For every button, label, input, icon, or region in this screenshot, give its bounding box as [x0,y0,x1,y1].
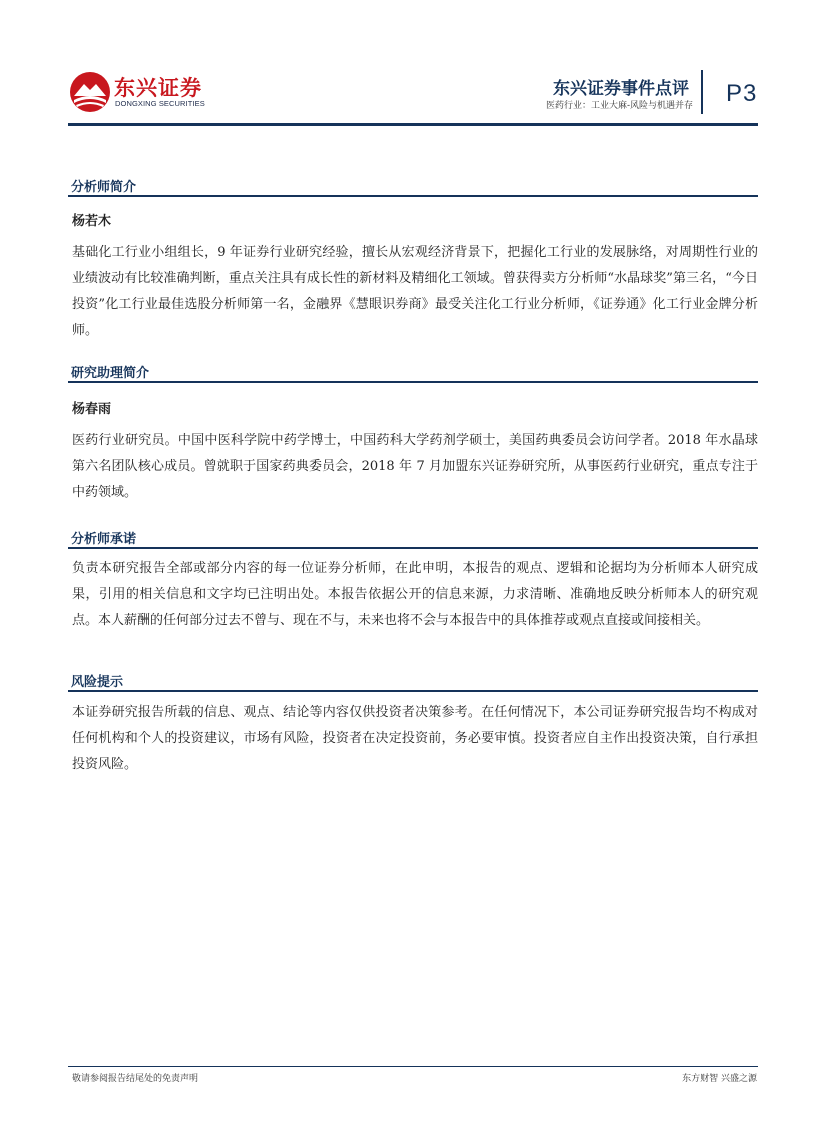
assistant-bio: 医药行业研究员。中国中医科学院中药学博士，中国药科大学药剂学硕士，美国药典委员会访问学者。2018 年水晶球第六名团队核心成员。曾就职于国家药典委员会，2018 年 7 月加盟东兴证券研究所，从事医药行业研究，重点专注于中药领域。 [72,433,758,500]
report-subtitle: 医药行业：工业大麻-风险与机遇并存 [545,101,693,111]
header-rule [68,123,758,126]
section-analyst-profile [68,176,758,198]
section-rule [68,195,758,197]
section-title: 研究助理简介 [71,366,150,381]
section-header [68,362,758,384]
section-title: 风险提示 [71,675,124,690]
dongxing-logo-icon [68,70,112,114]
page-header [0,0,827,130]
footer-disclaimer-note: 敬请参阅报告结尾处的免责声明 [72,1074,199,1084]
analyst-name: 杨若木 [72,214,112,229]
company-logo [68,70,208,118]
logo-english-name: DONGXING SECURITIES [115,99,205,108]
section-header [68,671,758,693]
assistant-name: 杨春雨 [72,402,112,417]
footer-slogan: 东方财智 兴盛之源 [682,1074,757,1084]
section-analyst-commitment [68,528,758,550]
section-header [68,528,758,550]
report-title: 东兴证券事件点评 [553,79,689,99]
commitment-text: 负责本研究报告全部或部分内容的每一位证券分析师，在此申明，本报告的观点、逻辑和论据均为分析师本人研究成果，引用的相关信息和文字均已注明出处。本报告依据公开的信息来源，力求清晰、准确地反映分析师本人的研究观点。本人薪酬的任何部分过去不曾与、现在不与，未来也将不会与本报告中的具体推荐或观点直接或间接相关。 [72,561,758,628]
section-rule [68,690,758,692]
section-title: 分析师简介 [71,180,137,195]
section-header [68,176,758,198]
section-rule [68,547,758,549]
section-risk-notice [68,671,758,693]
header-divider [701,70,703,114]
analyst-bio: 基础化工行业小组组长，9 年证券行业研究经验，擅长从宏观经济背景下，把握化工行业的发展脉络，对周期性行业的业绩波动有比较准确判断，重点关注具有成长性的新材料及精细化工领域。曾获得卖方分析师“水晶球奖”第三名，“今日投资”化工行业最佳选股分析师第一名，金融界《慧眼识券商》最受关注化工行业分析师，《证券通》化工行业金牌分析师。 [72,245,758,338]
page-number: P3 [726,80,758,107]
logo-chinese-name: 东兴证券 [114,76,202,100]
section-title: 分析师承诺 [71,532,137,547]
section-rule [68,381,758,383]
section-assistant-profile [68,362,758,384]
footer-rule [68,1066,758,1067]
risk-text: 本证券研究报告所载的信息、观点、结论等内容仅供投资者决策参考。在任何情况下，本公司证券研究报告均不构成对任何机构和个人的投资建议，市场有风险，投资者在决定投资前，务必要审慎。投资者应自主作出投资决策，自行承担投资风险。 [72,705,758,772]
